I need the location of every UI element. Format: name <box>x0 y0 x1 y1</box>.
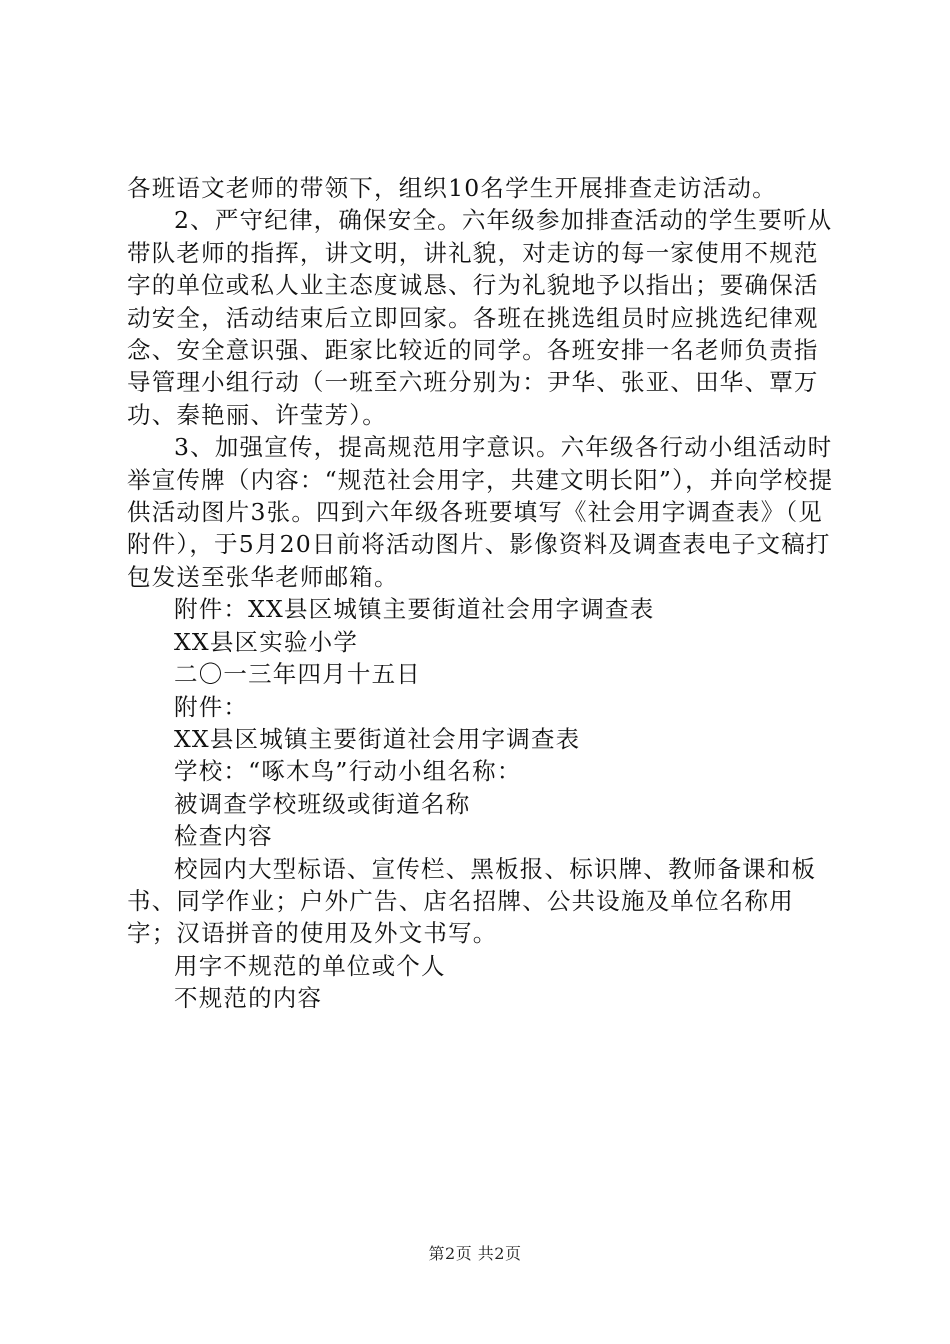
issue-date: 二〇一三年四月十五日 <box>174 660 421 689</box>
paragraph-discipline-safety: 2、严守纪律，确保安全。六年级参加排查活动的学生要听从带队老师的指挥，讲文明，讲礼貌，对走访的每一家使用不规范字的单位或私人业主态度诚恳、行为礼貌地予以指出；要确保活动安全，活动结束后立即回家。各班在挑选组员时应挑选纪律观念、安全意识强、距家比较近的同学。各班安排一名老师负责指导管理小组行动（一班至六班分别为：尹华、张亚、田华、覃万功、秦艳丽、许莹芳）。 <box>127 206 833 429</box>
survey-field-nonstandard-unit: 用字不规范的单位或个人 <box>174 951 446 980</box>
document-body <box>127 172 839 1015</box>
attachment-heading: 附件： <box>174 692 249 721</box>
survey-field-class-street: 被调查学校班级或街道名称 <box>174 789 471 818</box>
survey-field-inspection-heading: 检查内容 <box>174 822 273 851</box>
attachment-note: 附件：XX县区城镇主要街道社会用字调查表 <box>174 595 655 624</box>
issuer-school: XX县区实验小学 <box>174 627 359 656</box>
page-number-footer: 第2页 共2页 <box>428 1244 522 1263</box>
survey-field-nonstandard-content: 不规范的内容 <box>174 984 323 1013</box>
survey-table-title: XX县区城镇主要街道社会用字调查表 <box>174 724 581 753</box>
paragraph-intro-continuation: 各班语文老师的带领下，组织10名学生开展排查走访活动。 <box>127 174 777 202</box>
paragraph-publicity: 3、加强宣传，提高规范用字意识。六年级各行动小组活动时举宣传牌（内容：“规范社会用字，共建文明长阳”），并向学校提供活动图片3张。四到六年级各班要填写《社会用字调查表》（见附件），于5月20日前将活动图片、影像资料及调查表电子文稿打包发送至张华老师邮箱。 <box>127 433 834 591</box>
survey-field-inspection-content: 校园内大型标语、宣传栏、黑板报、标识牌、教师备课和板书、同学作业；户外广告、店名招牌、公共设施及单位名称用字；汉语拼音的使用及外文书写。 <box>127 854 817 948</box>
survey-field-school-group: 学校：“啄木鸟”行动小组名称： <box>174 757 522 786</box>
